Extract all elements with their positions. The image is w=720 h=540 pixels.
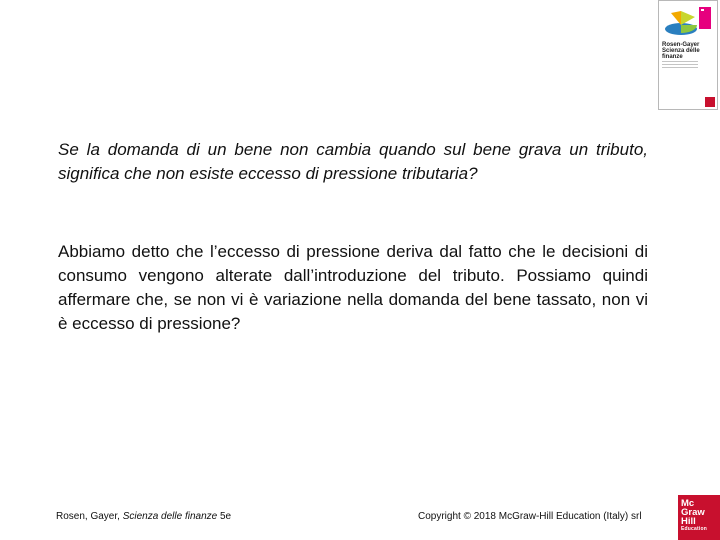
answer-paragraph-2: Possiamo quindi affermare che, se non vi è variazione nella domanda del bene tassato, non vi è eccesso di pressione?: [58, 266, 648, 333]
cover-pie-chart-illustration: [661, 3, 715, 39]
logo-line-1: Mc: [681, 498, 695, 509]
answer-paragraph-1: Abbiamo detto che l’eccesso di pressione deriva dal fatto che le decisioni di consumo vengono alterate dall’introduzione del tributo.: [58, 242, 648, 285]
footer-citation: [56, 511, 231, 522]
footer-copyright: Copyright © 2018 McGraw-Hill Education (Italy) srl: [418, 511, 642, 522]
cover-publisher-logo: [705, 97, 715, 107]
footer-book-title: Scienza delle finanze: [122, 511, 218, 522]
logo-line-4: Education: [681, 526, 707, 532]
footer-authors: Rosen, Gayer,: [56, 511, 123, 522]
mcgraw-hill-logo: [678, 495, 720, 540]
slide-answer: [58, 240, 648, 336]
logo-line-2: Graw: [681, 507, 705, 518]
cover-text-lines: [662, 61, 698, 70]
logo-line-3: Hill: [681, 516, 696, 527]
cover-footer: [659, 95, 717, 109]
footer-edition: 5e: [217, 511, 232, 522]
book-cover-thumbnail: [658, 0, 718, 110]
cover-title: Rosen-Gayer Scienza delle finanze: [662, 42, 700, 60]
slide-question: Se la domanda di un bene non cambia quando sul bene grava un tributo, significa che non esiste eccesso di pressione tributaria?: [58, 140, 648, 183]
